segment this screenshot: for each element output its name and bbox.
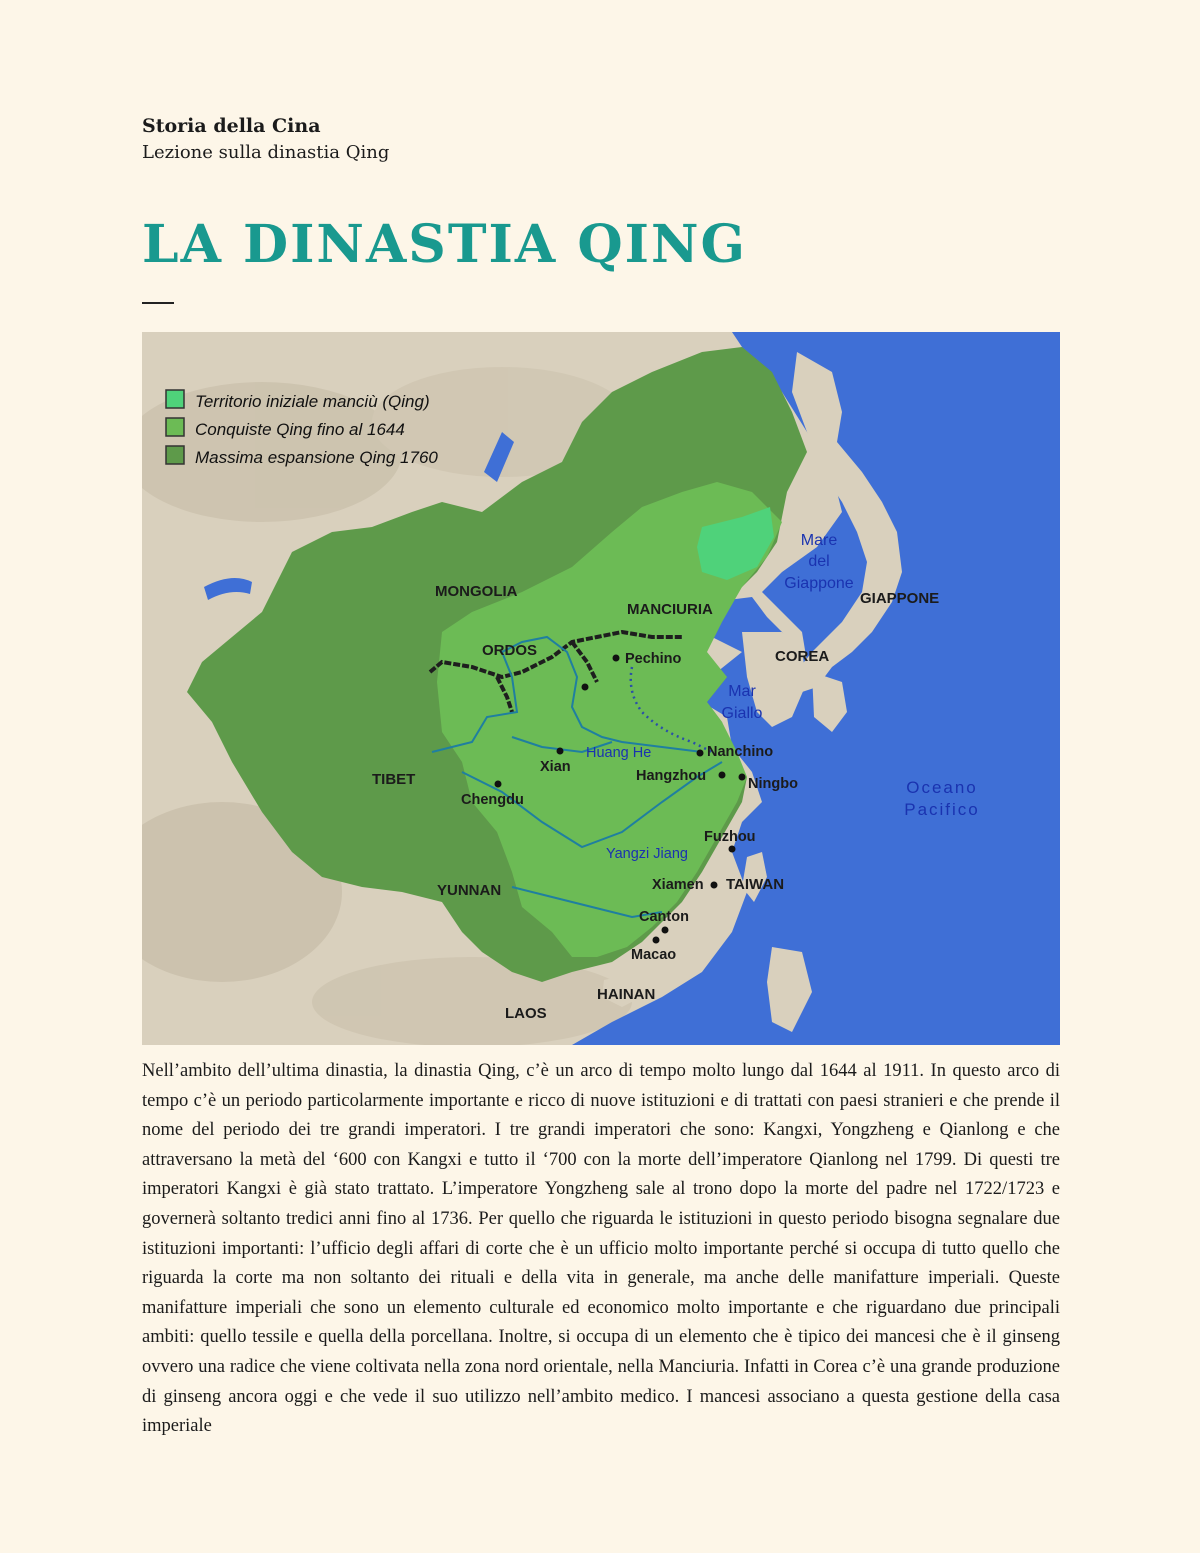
region-label: YUNNAN: [437, 882, 502, 899]
city-dot: [582, 684, 589, 691]
city-dot: [557, 748, 564, 755]
city-dot: [739, 774, 746, 781]
city-label: Xiamen: [652, 877, 704, 893]
region-label: LAOS: [505, 1005, 547, 1022]
city-label: Nanchino: [707, 744, 774, 760]
city-label: Fuzhou: [704, 829, 756, 845]
city-dot: [719, 772, 726, 779]
region-label: TIBET: [372, 771, 416, 788]
region-label: COREA: [775, 648, 830, 665]
sea-label: Giappone: [784, 575, 854, 592]
city-label: Pechino: [625, 651, 682, 667]
city-label: Chengdu: [461, 792, 524, 808]
sea-label: Pacifico: [904, 800, 980, 819]
city-label: Macao: [631, 947, 677, 963]
city-dot: [613, 655, 620, 662]
legend-label: Massima espansione Qing 1760: [195, 448, 438, 467]
map-legend: [166, 390, 438, 467]
sea-label: Giallo: [721, 705, 763, 722]
city-dot: [697, 750, 704, 757]
region-label: TAIWAN: [726, 876, 785, 893]
course-title: Storia della Cina: [142, 115, 321, 137]
region-label: GIAPPONE: [860, 590, 940, 607]
city-dot: [495, 781, 502, 788]
city-label: Hangzhou: [636, 768, 707, 784]
legend-label: Territorio iniziale manciù (Qing): [195, 392, 430, 411]
region-label: MONGOLIA: [435, 583, 518, 600]
sea-label: Mare: [800, 532, 838, 549]
river-label: Huang He: [586, 745, 652, 761]
sea-label: Mar: [728, 683, 756, 700]
legend-label: Conquiste Qing fino al 1644: [195, 420, 405, 439]
city-dot: [653, 937, 660, 944]
city-label: Canton: [639, 909, 689, 925]
region-label: ORDOS: [482, 642, 538, 659]
river-label: Yangzi Jiang: [606, 846, 688, 862]
sea-label: Oceano: [906, 778, 978, 797]
region-label: HAINAN: [597, 986, 656, 1003]
body-paragraph: Nell’ambito dell’ultima dinastia, la dinastia Qing, c’è un arco di tempo molto lungo dal 1644 al 1911. In questo arco di tempo c’è un periodo particolarmente importante e ricco di nuove istituzioni e di trattati con paesi stranieri e che prende il nome del periodo dei tre grandi imperatori. I tre grandi imperatori che sono: Kangxi, Yongzheng e Qianlong e che attraversano la metà del ‘600 con Kangxi e tutto il ‘700 con la morte dell’imperatore Qianlong nel 1799. Di questi tre imperatori Kangxi è già stato trattato. L’imperatore Yongzheng sale al trono dopo la morte del padre nel 1722/1723 e governerà soltanto tredici anni fino al 1736. Per quello che riguarda le istituzioni in questo periodo bisogna segnalare due istituzioni importanti: l’ufficio degli affari di corte che è un ufficio molto importante perché si occupa di tutto quello che riguarda la corte ma non soltanto dei rituali e della vita in generale, ma anche delle manifatture imperiali. Queste manifatture imperiali che sono un elemento culturale ed economico molto importante e che riguardano due principali ambiti: quello tessile e quella della porcellana. Inoltre, si occupa di un elemento che è tipico dei mancesi che è il ginseng ovvero una radice che viene coltivata nella zona nord orientale, nella Manciuria. Infatti in Corea c’è una grande produzione di ginseng ancora oggi e che vede il suo utilizzo nell’ambito medico. I mancesi associano a questa gestione della casa imperiale: [142, 1061, 1060, 1437]
region-label: MANCIURIA: [627, 601, 713, 618]
course-subtitle: Lezione sulla dinastia Qing: [142, 142, 390, 163]
qing-dynasty-map: [142, 332, 1060, 1045]
legend-swatch: [166, 390, 184, 408]
city-dot: [711, 882, 718, 889]
city-label: Xian: [540, 759, 571, 775]
page-title: LA DINASTIA QING: [142, 214, 747, 275]
legend-swatch: [166, 446, 184, 464]
legend-swatch: [166, 418, 184, 436]
city-dot: [662, 927, 669, 934]
title-divider: [142, 302, 174, 304]
city-dot: [729, 846, 736, 853]
city-label: Ningbo: [748, 776, 798, 792]
map-image: [142, 332, 1060, 1045]
sea-label: del: [808, 553, 830, 570]
